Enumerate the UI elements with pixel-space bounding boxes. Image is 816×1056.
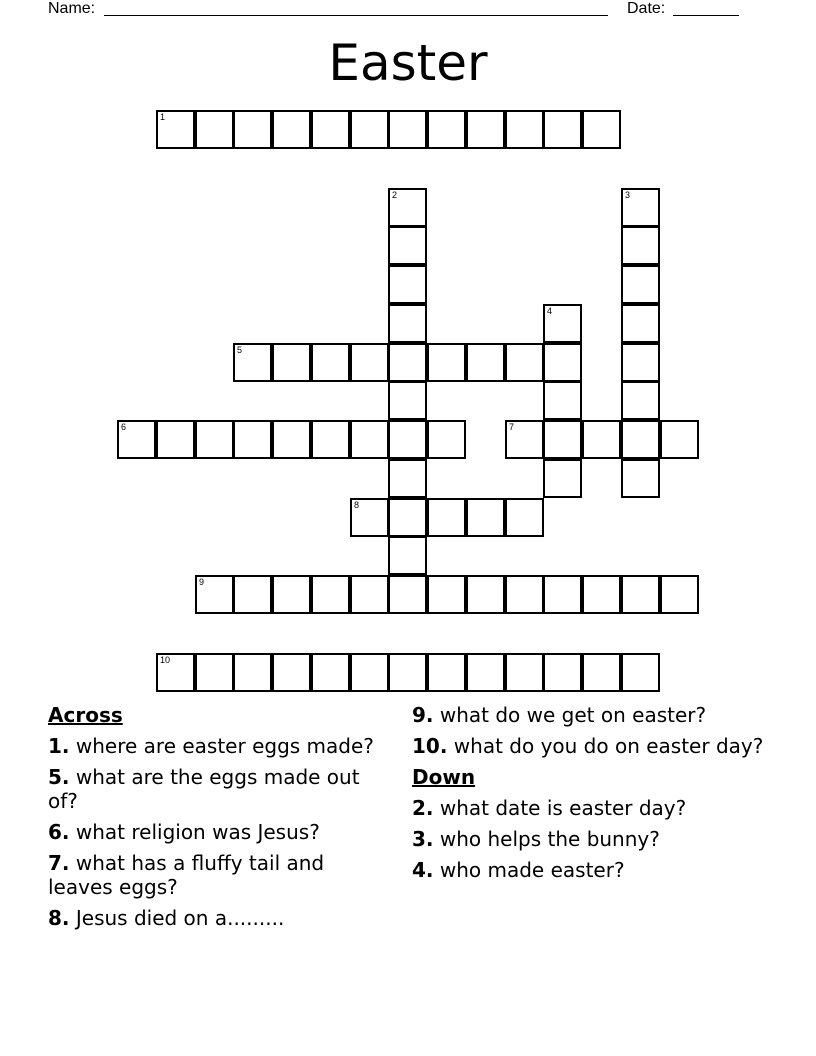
grid-cell[interactable] xyxy=(621,188,660,227)
grid-cell[interactable] xyxy=(466,110,505,149)
grid-cell[interactable] xyxy=(388,343,427,382)
clue-across-5: 5. what are the eggs made out of? xyxy=(48,765,360,813)
grid-cell[interactable] xyxy=(505,110,544,149)
grid-cell[interactable] xyxy=(350,343,389,382)
grid-cell[interactable] xyxy=(388,536,427,575)
grid-cell[interactable] xyxy=(466,653,505,692)
clue-across-7: 7. what has a fluffy tail and leaves eggs? xyxy=(48,851,325,899)
grid-cell[interactable] xyxy=(388,381,427,420)
grid-cell[interactable] xyxy=(350,110,389,149)
name-label: Name: xyxy=(48,0,96,17)
clue-down-4: 4. who made easter? xyxy=(412,858,625,882)
grid-cell[interactable] xyxy=(660,420,699,459)
date-label: Date: xyxy=(627,0,666,17)
grid-cell[interactable] xyxy=(505,653,544,692)
name-line[interactable] xyxy=(104,15,608,16)
grid-cell[interactable] xyxy=(233,575,272,614)
grid-cell[interactable] xyxy=(350,653,389,692)
grid-cell[interactable] xyxy=(156,653,195,692)
clue-number: 4 xyxy=(547,306,553,316)
clue-number: 6 xyxy=(121,422,127,432)
grid-cell[interactable] xyxy=(272,575,311,614)
clue-number: 3 xyxy=(625,190,631,200)
grid-cell[interactable] xyxy=(466,498,505,537)
clue-down-2: 2. what date is easter day? xyxy=(412,796,687,820)
clues-column-left xyxy=(48,703,393,937)
clue-number: 5 xyxy=(237,345,243,355)
grid-cell[interactable] xyxy=(505,575,544,614)
grid-cell[interactable] xyxy=(195,420,234,459)
clue-number: 7 xyxy=(509,422,515,432)
grid-cell[interactable] xyxy=(388,459,427,498)
date-line[interactable] xyxy=(673,15,739,16)
clues-column-right xyxy=(412,703,772,889)
grid-cell[interactable] xyxy=(466,343,505,382)
grid-cell[interactable] xyxy=(543,653,582,692)
grid-cell[interactable] xyxy=(233,653,272,692)
grid-cell[interactable] xyxy=(117,420,156,459)
grid-cell[interactable] xyxy=(621,265,660,304)
grid-cell[interactable] xyxy=(388,110,427,149)
grid-cell[interactable] xyxy=(621,459,660,498)
down-heading: Down xyxy=(412,765,476,789)
clue-number: 2 xyxy=(392,190,398,200)
grid-cell[interactable] xyxy=(272,420,311,459)
grid-cell[interactable] xyxy=(621,653,660,692)
grid-cell[interactable] xyxy=(233,420,272,459)
grid-cell[interactable] xyxy=(427,110,466,149)
grid-cell[interactable] xyxy=(427,498,466,537)
clue-across-10: 10. what do you do on easter day? xyxy=(412,734,764,758)
grid-cell[interactable] xyxy=(543,304,582,343)
grid-cell[interactable] xyxy=(543,575,582,614)
clue-across-6: 6. what religion was Jesus? xyxy=(48,820,320,844)
grid-cell[interactable] xyxy=(156,110,195,149)
grid-cell[interactable] xyxy=(388,498,427,537)
grid-cell[interactable] xyxy=(505,420,544,459)
grid-cell[interactable] xyxy=(311,653,350,692)
clue-across-8: 8. Jesus died on a......... xyxy=(48,906,285,930)
grid-cell[interactable] xyxy=(427,653,466,692)
grid-cell[interactable] xyxy=(388,226,427,265)
grid-cell[interactable] xyxy=(388,265,427,304)
grid-cell[interactable] xyxy=(427,343,466,382)
grid-cell[interactable] xyxy=(543,381,582,420)
grid-cell[interactable] xyxy=(311,575,350,614)
clue-down-3: 3. who helps the bunny? xyxy=(412,827,660,851)
grid-cell[interactable] xyxy=(311,420,350,459)
grid-cell[interactable] xyxy=(388,188,427,227)
grid-cell[interactable] xyxy=(233,110,272,149)
grid-cell[interactable] xyxy=(543,343,582,382)
clue-number: 9 xyxy=(199,577,205,587)
grid-cell[interactable] xyxy=(621,575,660,614)
grid-cell[interactable] xyxy=(272,343,311,382)
grid-cell[interactable] xyxy=(195,653,234,692)
grid-cell[interactable] xyxy=(388,575,427,614)
grid-cell[interactable] xyxy=(156,420,195,459)
grid-cell[interactable] xyxy=(427,575,466,614)
grid-cell[interactable] xyxy=(388,653,427,692)
grid-cell[interactable] xyxy=(582,420,621,459)
grid-cell[interactable] xyxy=(388,304,427,343)
grid-cell[interactable] xyxy=(505,498,544,537)
grid-cell[interactable] xyxy=(466,575,505,614)
clue-across-9: 9. what do we get on easter? xyxy=(412,703,707,727)
grid-cell[interactable] xyxy=(543,420,582,459)
grid-cell[interactable] xyxy=(350,498,389,537)
grid-cell[interactable] xyxy=(195,110,234,149)
grid-cell[interactable] xyxy=(621,343,660,382)
grid-cell[interactable] xyxy=(350,575,389,614)
grid-cell[interactable] xyxy=(543,110,582,149)
grid-cell[interactable] xyxy=(427,420,466,459)
clue-number: 1 xyxy=(160,112,166,122)
grid-cell[interactable] xyxy=(660,575,699,614)
grid-cell[interactable] xyxy=(582,110,621,149)
grid-cell[interactable] xyxy=(311,343,350,382)
puzzle-title: Easter xyxy=(328,34,488,92)
clue-across-1: 1. where are easter eggs made? xyxy=(48,734,374,758)
across-heading: Across xyxy=(48,703,123,727)
clue-number: 10 xyxy=(160,655,171,665)
grid-cell[interactable] xyxy=(195,575,234,614)
grid-cell[interactable] xyxy=(621,420,660,459)
grid-cell[interactable] xyxy=(233,343,272,382)
grid-cell[interactable] xyxy=(543,459,582,498)
clue-number: 8 xyxy=(354,500,360,510)
grid-cell[interactable] xyxy=(621,226,660,265)
grid-cell[interactable] xyxy=(388,420,427,459)
grid-cell[interactable] xyxy=(350,420,389,459)
grid-cell[interactable] xyxy=(311,110,350,149)
grid-cell[interactable] xyxy=(582,575,621,614)
grid-cell[interactable] xyxy=(621,304,660,343)
grid-cell[interactable] xyxy=(582,653,621,692)
grid-cell[interactable] xyxy=(272,653,311,692)
grid-cell[interactable] xyxy=(505,343,544,382)
grid-cell[interactable] xyxy=(621,381,660,420)
grid-cell[interactable] xyxy=(272,110,311,149)
